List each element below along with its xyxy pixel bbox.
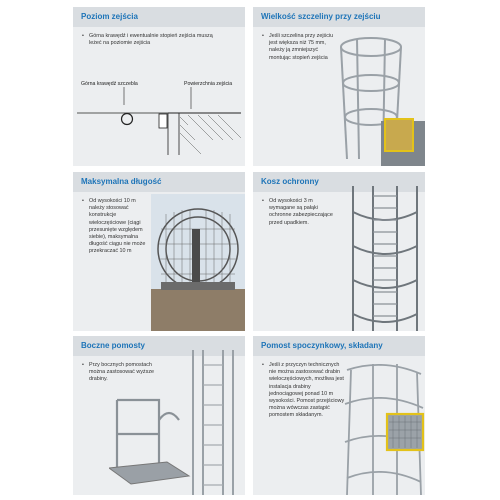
panel-title: Poziom zejścia xyxy=(81,12,138,21)
photo-side-platform xyxy=(109,350,245,495)
label-powierzchnia-zejscia: Powierzchnia zejścia xyxy=(184,81,233,87)
panel-text: • Jeśli z przyczyn technicznych nie można zastosować drabin wieloczęściowych, możliwa jest instalacja drabiny jednociągowej ponad 10 m wysokości. Pomost przejściowy można wówczas zastąpić pomostem składanym. xyxy=(262,362,345,419)
panel-boczne-pomosty xyxy=(73,336,245,495)
panel-header xyxy=(73,172,245,192)
panel-header xyxy=(253,336,425,356)
panel-title: Kosz ochronny xyxy=(261,177,319,186)
panel-text: • Od wysokości 3 m wymagane są pałąki ochronne zabezpieczające przed upadkiem. xyxy=(262,198,333,226)
panel-pomost-spoczynkowy xyxy=(253,336,425,495)
panel-title: Maksymalna długość xyxy=(81,177,162,186)
photo-folding-platform xyxy=(343,360,425,495)
diagram-rung-level xyxy=(73,85,245,166)
panel-text: • Od wysokości 10 m należy stosować konstrukcje wieloczęściowe (ciągi przesunięte względem siebie), maksymalna długość ciągu nie może przekraczać 10 m xyxy=(82,198,146,255)
photo-ladder-cage xyxy=(345,186,425,331)
panel-title: Boczne pomosty xyxy=(81,341,146,350)
panel-title: Pomost spoczynkowy, składany xyxy=(261,341,383,350)
panel-header xyxy=(253,7,425,27)
panel-text: • Górna krawędź i ewentualnie stopień zejścia muszą leżeć na poziomie zejścia xyxy=(82,33,213,47)
panel-poziom-zejscia xyxy=(73,7,245,166)
panel-kosz-ochronny xyxy=(253,172,425,331)
photo-platform xyxy=(151,194,245,331)
panel-text: • Przy bocznych pomostach można zastosować wyższe drabiny. xyxy=(82,362,155,383)
label-gorna-krawedz: Górna krawędź szczebla xyxy=(81,81,138,87)
panel-maksymalna-dlugosc xyxy=(73,172,245,331)
photo-cage-top xyxy=(333,29,425,166)
panel-text: • Jeśli szczelina przy zejściu jest większa niż 75 mm, należy ją zmniejszyć montując stopień zejścia xyxy=(262,33,334,61)
panel-wielkosc-szczeliny xyxy=(253,7,425,166)
panel-header xyxy=(73,7,245,27)
panel-title: Wielkość szczeliny przy zejściu xyxy=(261,12,381,21)
